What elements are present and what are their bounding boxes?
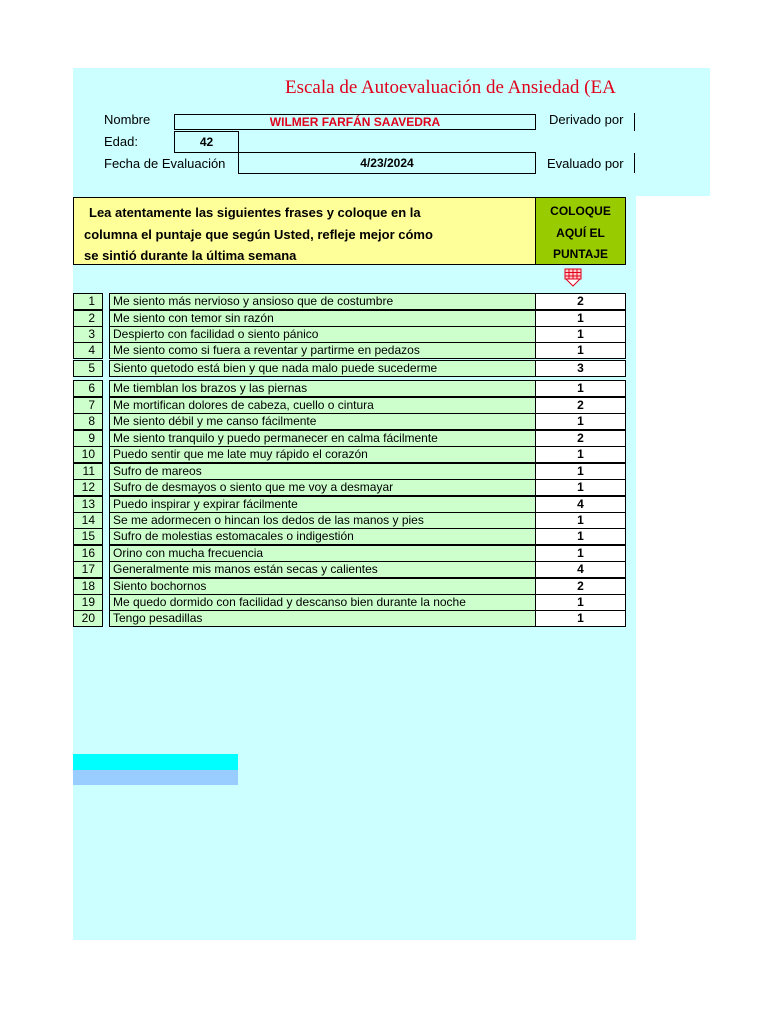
item-number: 8 (73, 413, 103, 430)
item-text: Sufro de molestias estomacales o indigestión (109, 528, 536, 545)
item-score-field[interactable]: 2 (535, 397, 626, 414)
item-number: 3 (73, 326, 103, 343)
score-header-line: COLOQUE (550, 204, 611, 218)
item-number: 18 (73, 578, 103, 595)
item-score-field[interactable]: 1 (535, 610, 626, 627)
grid-down-arrow-icon (562, 268, 584, 288)
item-number: 14 (73, 512, 103, 529)
item-number: 19 (73, 594, 103, 611)
instructions-box (73, 197, 536, 265)
item-score-field[interactable]: 1 (535, 310, 626, 327)
item-score-field[interactable]: 1 (535, 594, 626, 611)
item-number: 4 (73, 342, 103, 359)
evaluado-label: Evaluado por (547, 156, 624, 171)
item-score-field[interactable]: 1 (535, 342, 626, 359)
item-score-field[interactable]: 2 (535, 578, 626, 595)
item-text: Se me adormecen o hincan los dedos de las manos y pies (109, 512, 536, 529)
item-text: Me siento con temor sin razón (109, 310, 536, 327)
item-text: Me siento como si fuera a reventar y partirme en pedazos (109, 342, 536, 359)
item-text: Sufro de desmayos o siento que me voy a desmayar (109, 479, 536, 496)
item-score-field[interactable]: 2 (535, 430, 626, 447)
item-number: 2 (73, 310, 103, 327)
nombre-field[interactable]: WILMER FARFÁN SAAVEDRA (174, 114, 536, 130)
edad-label: Edad: (104, 134, 138, 149)
score-header-line: PUNTAJE (552, 247, 609, 261)
item-text: Orino con mucha frecuencia (109, 545, 536, 562)
item-text: Tengo pesadillas (109, 610, 536, 627)
item-score-field[interactable]: 1 (535, 528, 626, 545)
item-number: 20 (73, 610, 103, 627)
item-score-field[interactable]: 3 (535, 360, 626, 377)
derivado-label: Derivado por (549, 112, 624, 127)
item-number: 7 (73, 397, 103, 414)
item-number: 9 (73, 430, 103, 447)
item-number: 17 (73, 561, 103, 578)
instructions-line: columna el puntaje que según Usted, refleje mejor cómo (84, 226, 433, 242)
item-score-field[interactable]: 4 (535, 561, 626, 578)
item-number: 11 (73, 463, 103, 480)
item-number: 6 (73, 380, 103, 397)
item-number: 13 (73, 496, 103, 513)
item-text: Me siento débil y me canso fácilmente (109, 413, 536, 430)
item-text: Sufro de mareos (109, 463, 536, 480)
item-text: Me mortifican dolores de cabeza, cuello o cintura (109, 397, 536, 414)
item-text: Siento quetodo está bien y que nada malo puede sucederme (109, 360, 536, 377)
item-number: 15 (73, 528, 103, 545)
item-score-field[interactable]: 1 (535, 479, 626, 496)
item-score-field[interactable]: 1 (535, 413, 626, 430)
item-text: Me siento tranquilo y puedo permanecer en calma fácilmente (109, 430, 536, 447)
item-text: Me quedo dormido con facilidad y descanso bien durante la noche (109, 594, 536, 611)
item-number: 10 (73, 446, 103, 463)
item-score-field[interactable]: 1 (535, 545, 626, 562)
item-text: Me siento más nervioso y ansioso que de costumbre (109, 293, 536, 310)
derivado-field-edge (634, 113, 635, 131)
item-score-field[interactable]: 1 (535, 326, 626, 343)
nombre-label: Nombre (104, 112, 151, 127)
item-score-field[interactable]: 1 (535, 512, 626, 529)
fecha-label: Fecha de Evaluación (104, 156, 226, 171)
highlight-bar (73, 754, 238, 770)
instructions-line: se sintió durante la última semana (84, 248, 297, 263)
item-number: 5 (73, 360, 103, 377)
item-number: 12 (73, 479, 103, 496)
fecha-field[interactable]: 4/23/2024 (238, 152, 536, 174)
score-header-line: AQUÍ EL (556, 225, 605, 240)
item-number: 1 (73, 293, 103, 310)
item-number: 16 (73, 545, 103, 562)
item-score-field[interactable]: 1 (535, 380, 626, 397)
item-text: Generalmente mis manos están secas y calientes (109, 561, 536, 578)
item-text: Puedo inspirar y expirar fácilmente (109, 496, 536, 513)
item-text: Despierto con facilidad o siento pánico (109, 326, 536, 343)
edad-field[interactable]: 42 (174, 131, 239, 153)
evaluado-field-edge (634, 153, 635, 173)
highlight-bar (73, 770, 238, 785)
item-score-field[interactable]: 2 (535, 293, 626, 310)
score-column-header (535, 197, 626, 265)
item-text: Siento bochornos (109, 578, 536, 595)
item-score-field[interactable]: 1 (535, 446, 626, 463)
item-score-field[interactable]: 1 (535, 463, 626, 480)
instructions-line: Lea atentamente las siguientes frases y coloque en la (89, 205, 421, 220)
item-score-field[interactable]: 4 (535, 496, 626, 513)
item-text: Puedo sentir que me late muy rápido el corazón (109, 446, 536, 463)
page-title: Escala de Autoevaluación de Ansiedad (EA (285, 77, 616, 98)
item-text: Me tiemblan los brazos y las piernas (109, 380, 536, 397)
